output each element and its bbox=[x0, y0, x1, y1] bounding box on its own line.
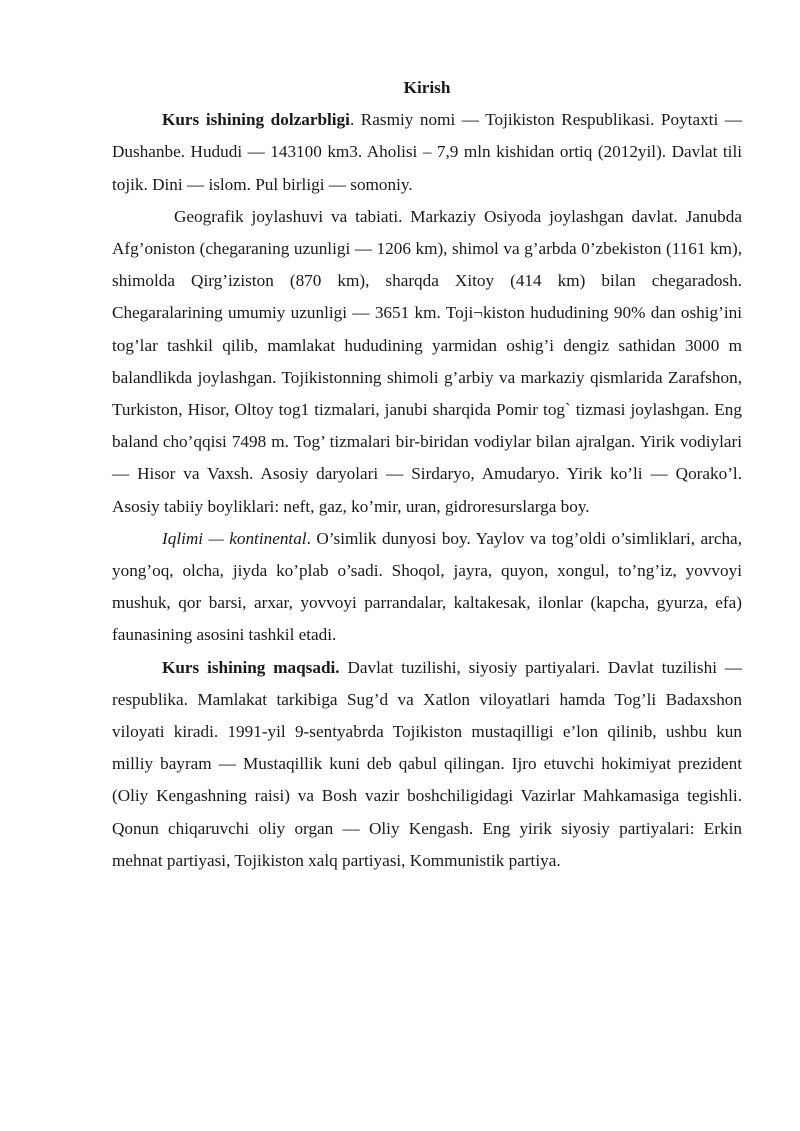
paragraph-text-goal: Davlat tuzilishi, siyosiy partiyalari. Davlat tuzilishi — respublika. Mamlakat tarkibiga Sug’d va Xatlon viloyatlari hamda Tog’li Badaxshon viloyati kiradi. 1991-yil 9-sentyabrda Tojikiston mustaqilligi e’lon qilinib, ushbu kun milliy bayram — Mustaqillik kuni deb qabul qilingan. Ijro etuvchi hokimiyat prezident (Oliy Kengashning raisi) va Bosh vazir boshchiligidagi Vazirlar Mahkamasiga tegishli. Qonun chiqaruvchi oliy organ — Oliy Kengash. Eng yirik siyosiy partiyalari: Erkin mehnat partiyasi, Tojikiston xalq partiyasi, Kommunistik partiya. bbox=[112, 657, 742, 870]
paragraph-goal bbox=[112, 652, 742, 877]
paragraph-geography bbox=[112, 201, 742, 523]
document-page bbox=[112, 72, 742, 877]
paragraph-lead-climate: Iqlimi — kontinental bbox=[162, 528, 307, 548]
paragraph-text-relevance: . Rasmiy nomi — Tojikiston Respublikasi. Poytaxti — Dushanbe. Hududi — 143100 km3. Aholisi – 7,9 mln kishidan ortiq (2012yil). Davlat tili tojik. Dini — islom. Pul birligi — somoniy. bbox=[112, 110, 742, 194]
paragraph-relevance bbox=[112, 104, 742, 201]
paragraph-text-climate: . O’simlik dunyosi boy. Yaylov va tog’oldi o’simliklari, archa, yong’oq, olcha, jiyda ko’plab o’sadi. Shoqol, jayra, quyon, xongul, to’ng’iz, yovvoyi mushuk, qor barsi, arxar, yovvoyi parrandalar, kaltakesak, ilonlar (kapcha, gyurza, efa) faunasining asosini tashkil etadi. bbox=[112, 528, 742, 645]
paragraph-lead-goal: Kurs ishining maqsadi. bbox=[162, 657, 340, 677]
paragraph-text-geography: Geografik joylashuvi va tabiati. Markaziy Osiyoda joylashgan davlat. Janubda Afg’oniston (chegaraning uzunligi — 1206 km), shimol va g’arbda 0’zbekiston (1161 km), shimolda Qirg’iziston (870 km), sharqda Xitoy (414 km) bilan chegaradosh. Chegaralarining umumiy uzunligi — 3651 km. Toji¬kiston hududining 90% dan oshig’ini tog’lar tashkil qilib, mamlakat hududining yarmidan oshig’i dengiz sathidan 3000 m balandlikda joylashgan. Tojikistonning shimoli g’arbiy va markaziy qismlarida Zarafshon, Turkiston, Hisor, Oltoy tog1 tizmalari, janubi sharqida Pomir tog` tizmasi joylashgan. Eng baland cho’qqisi 7498 m. Tog’ tizmalari bir-biridan vodiylar bilan ajralgan. Yirik vodiylari — Hisor va Vaxsh. Asosiy daryolari — Sirdaryo, Amudaryo. Yirik ko’li — Qorako’l. Asosiy tabiiy boyliklari: neft, gaz, ko’mir, uran, gidroresurslarga boy. bbox=[112, 206, 742, 516]
paragraph-climate bbox=[112, 523, 742, 652]
section-heading: Kirish bbox=[403, 78, 451, 97]
paragraph-lead-relevance: Kurs ishining dolzarbligi bbox=[162, 110, 350, 130]
